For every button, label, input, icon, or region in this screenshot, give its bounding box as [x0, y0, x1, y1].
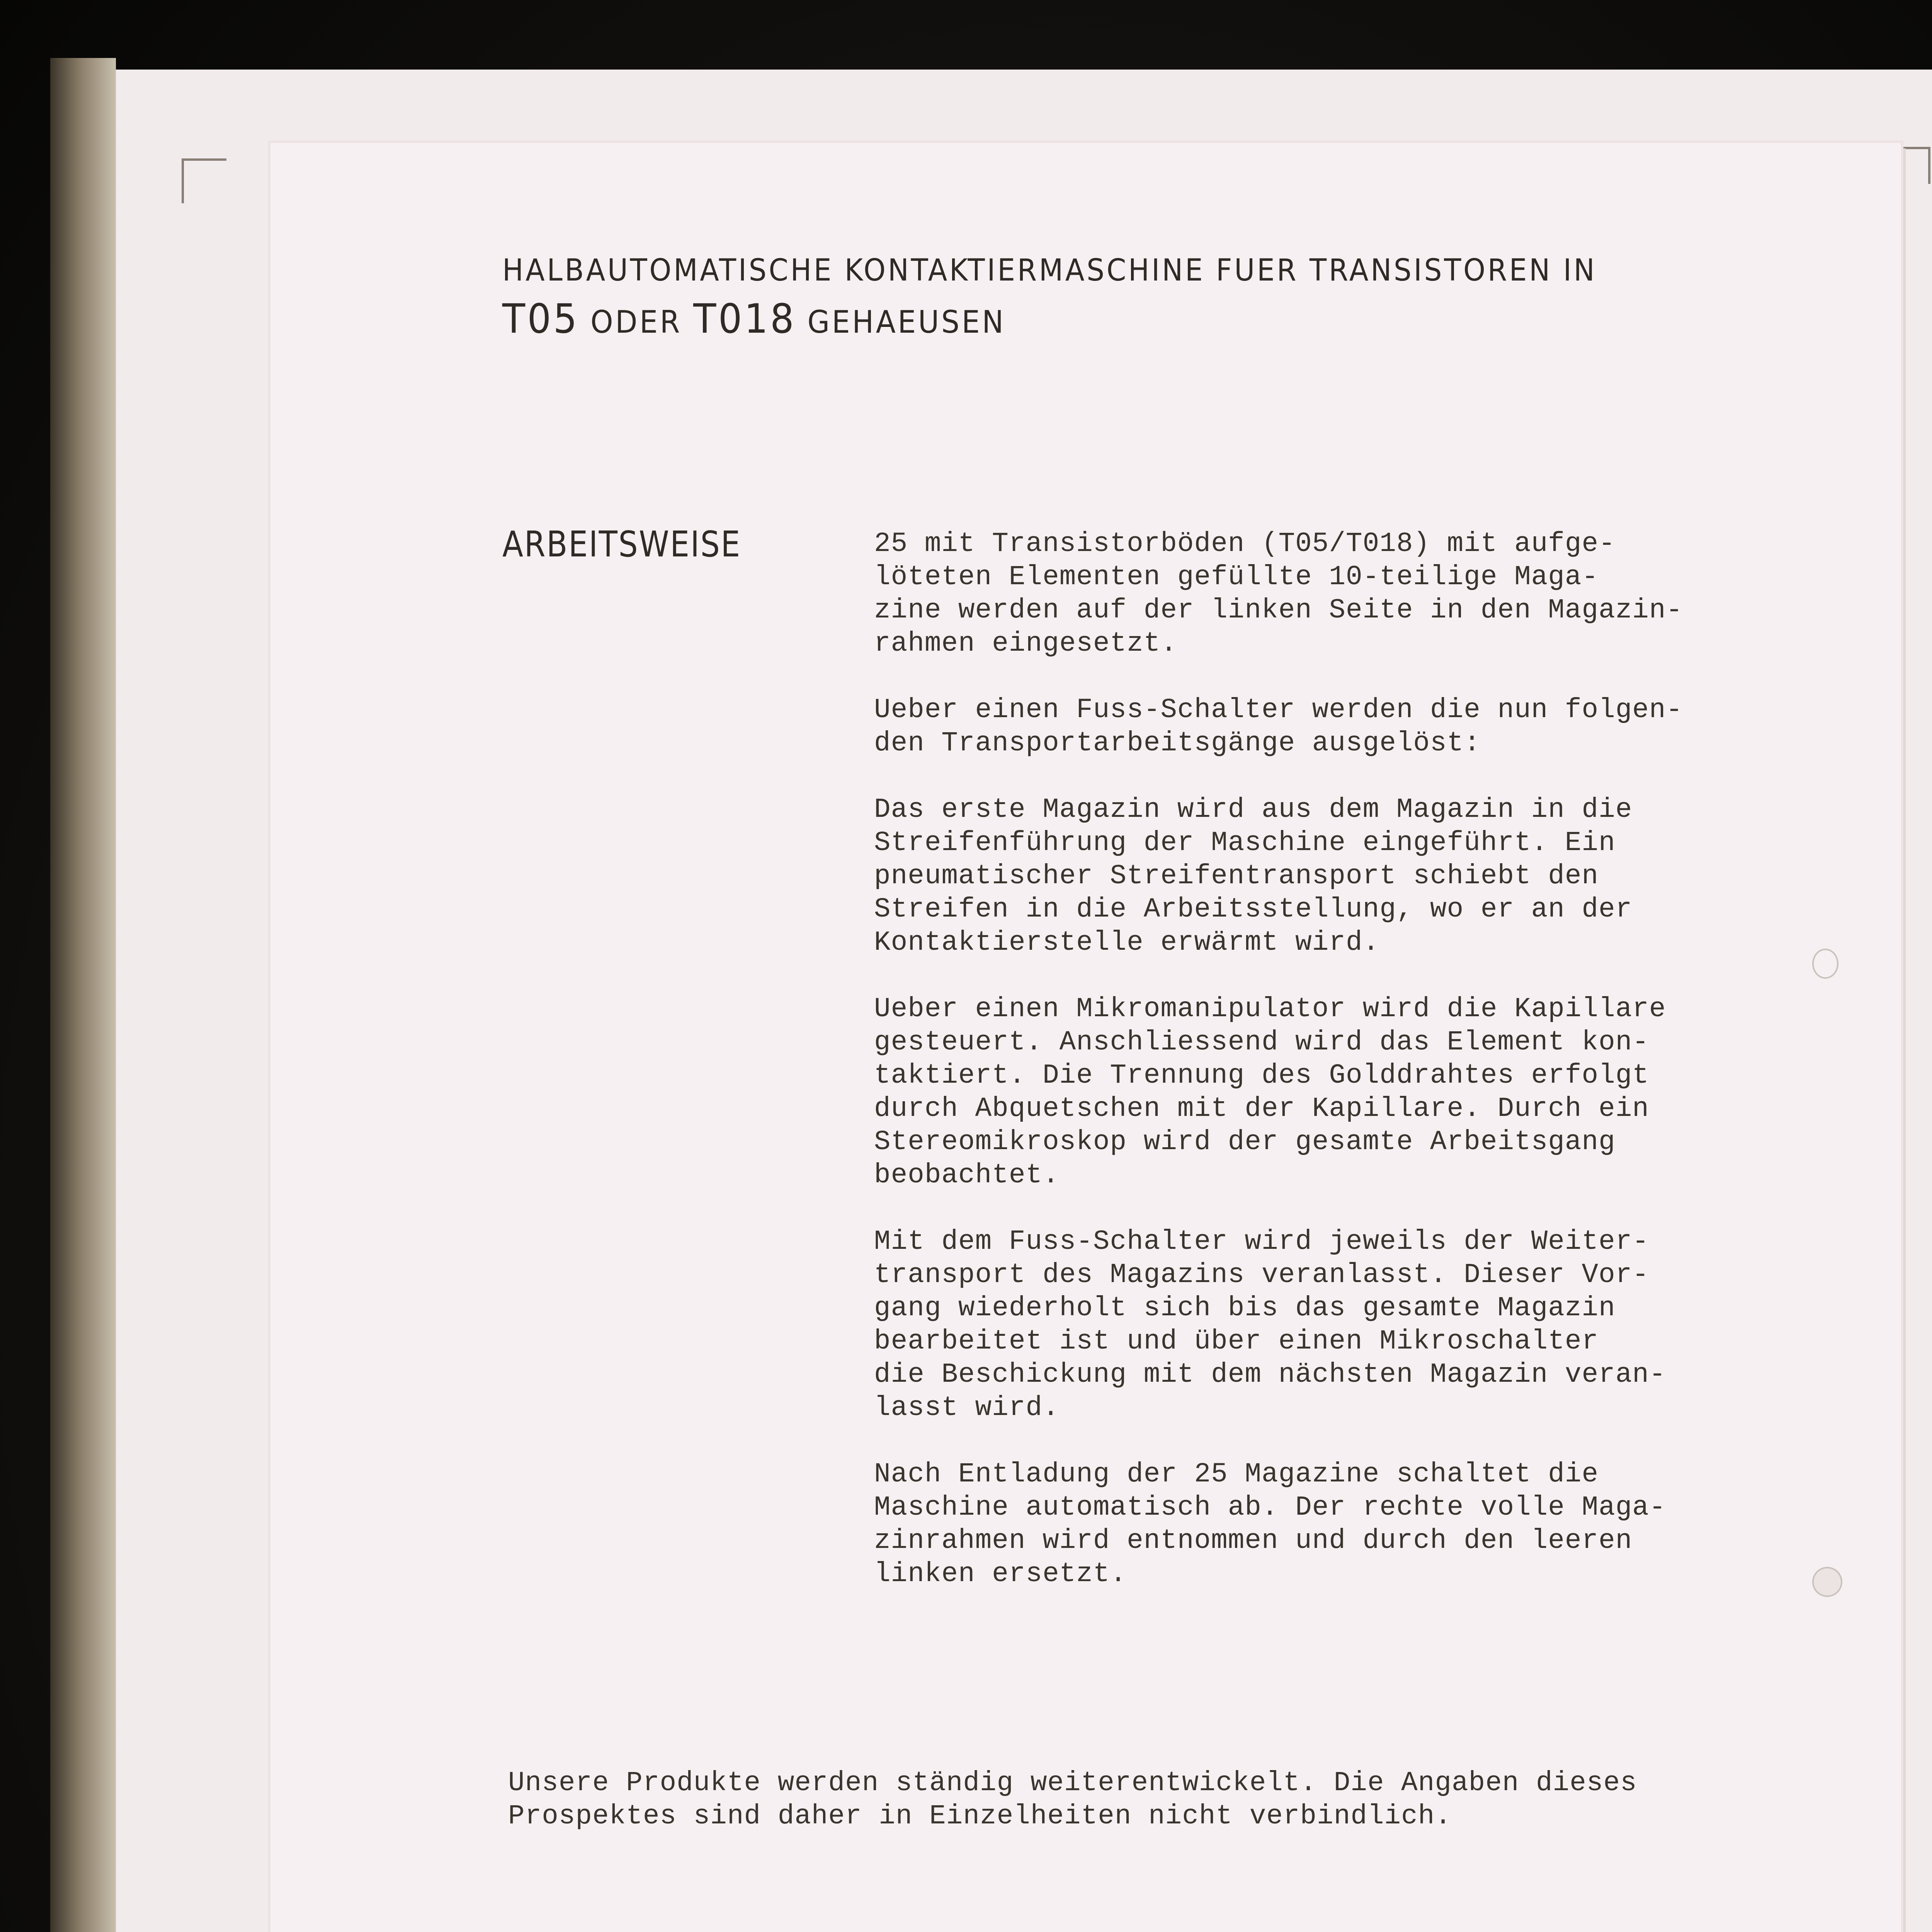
text-line: die Beschickung mit dem nächsten Magazin veran- — [874, 1359, 1666, 1390]
text-line: gesteuert. Anschliessend wird das Element kon- — [874, 1027, 1649, 1058]
section-label: ARBEITSWEISE — [502, 524, 741, 565]
text-line: durch Abquetschen mit der Kapillare. Durch ein — [874, 1094, 1649, 1124]
title-part-t05: T05 — [502, 295, 579, 342]
document-title — [502, 247, 1724, 347]
text-line: linken ersetzt. — [874, 1559, 1127, 1590]
disclaimer — [508, 1767, 1861, 1833]
body-text — [874, 527, 1863, 1624]
paragraph-2 — [874, 694, 1863, 760]
text-line: lasst wird. — [874, 1393, 1060, 1423]
title-part-t018: T018 — [693, 295, 796, 342]
film-edge-left — [50, 58, 116, 1932]
text-line: rahmen eingesetzt. — [874, 628, 1177, 659]
text-line: pneumatischer Streifentransport schiebt den — [874, 861, 1599, 892]
paragraph-6 — [874, 1458, 1863, 1591]
text-line: löteten Elementen gefüllte 10-teilige Maga- — [874, 562, 1599, 593]
paragraph-3 — [874, 793, 1863, 959]
text-line: Das erste Magazin wird aus dem Magazin in die — [874, 794, 1633, 825]
paragraph-1 — [874, 527, 1863, 660]
title-line-2 — [502, 294, 1724, 347]
text-line: 25 mit Transistorböden (T05/T018) mit aufge- — [874, 529, 1616, 560]
text-line: zinrahmen wird entnommen und durch den leeren — [874, 1526, 1633, 1556]
corner-mark-top-left — [182, 158, 226, 203]
text-line: bearbeitet ist und über einen Mikroschalter — [874, 1326, 1599, 1357]
text-line: den Transportarbeitsgänge ausgelöst: — [874, 728, 1481, 759]
text-line: Ueber einen Fuss-Schalter werden die nun folgen- — [874, 695, 1683, 726]
title-part-oder: ODER — [579, 304, 694, 340]
title-part-gehaeusen: GEHAEUSEN — [796, 304, 1006, 340]
text-line: Streifenführung der Maschine eingeführt. Ein — [874, 828, 1616, 859]
text-line: Mit dem Fuss-Schalter wird jeweils der Weiter- — [874, 1226, 1649, 1257]
paragraph-4 — [874, 993, 1863, 1192]
text-line: Stereomikroskop wird der gesamte Arbeitsgang — [874, 1127, 1616, 1158]
title-line-1: HALBAUTOMATISCHE KONTAKTIERMASCHINE FUER TRANSISTOREN IN — [502, 253, 1597, 288]
text-line: Nach Entladung der 25 Magazine schaltet die — [874, 1459, 1599, 1490]
disclaimer-line: Prospektes sind daher in Einzelheiten nicht verbindlich. — [508, 1801, 1452, 1832]
text-line: zine werden auf der linken Seite in den Magazin- — [874, 595, 1683, 626]
text-line: gang wiederholt sich bis das gesamte Magazin — [874, 1293, 1616, 1324]
text-line: beobachtet. — [874, 1160, 1060, 1191]
disclaimer-line: Unsere Produkte werden ständig weiterentwickelt. Die Angaben dieses — [508, 1768, 1637, 1799]
text-line: Streifen in die Arbeitsstellung, wo er an der — [874, 894, 1633, 925]
text-line: Kontaktierstelle erwärmt wird. — [874, 927, 1380, 958]
text-line: transport des Magazins veranlasst. Dieser Vor- — [874, 1260, 1649, 1291]
paragraph-5 — [874, 1225, 1863, 1425]
text-line: Maschine automatisch ab. Der rechte volle Maga- — [874, 1492, 1666, 1523]
text-line: Ueber einen Mikromanipulator wird die Kapillare — [874, 994, 1666, 1025]
text-line: taktiert. Die Trennung des Golddrahtes erfolgt — [874, 1060, 1649, 1091]
